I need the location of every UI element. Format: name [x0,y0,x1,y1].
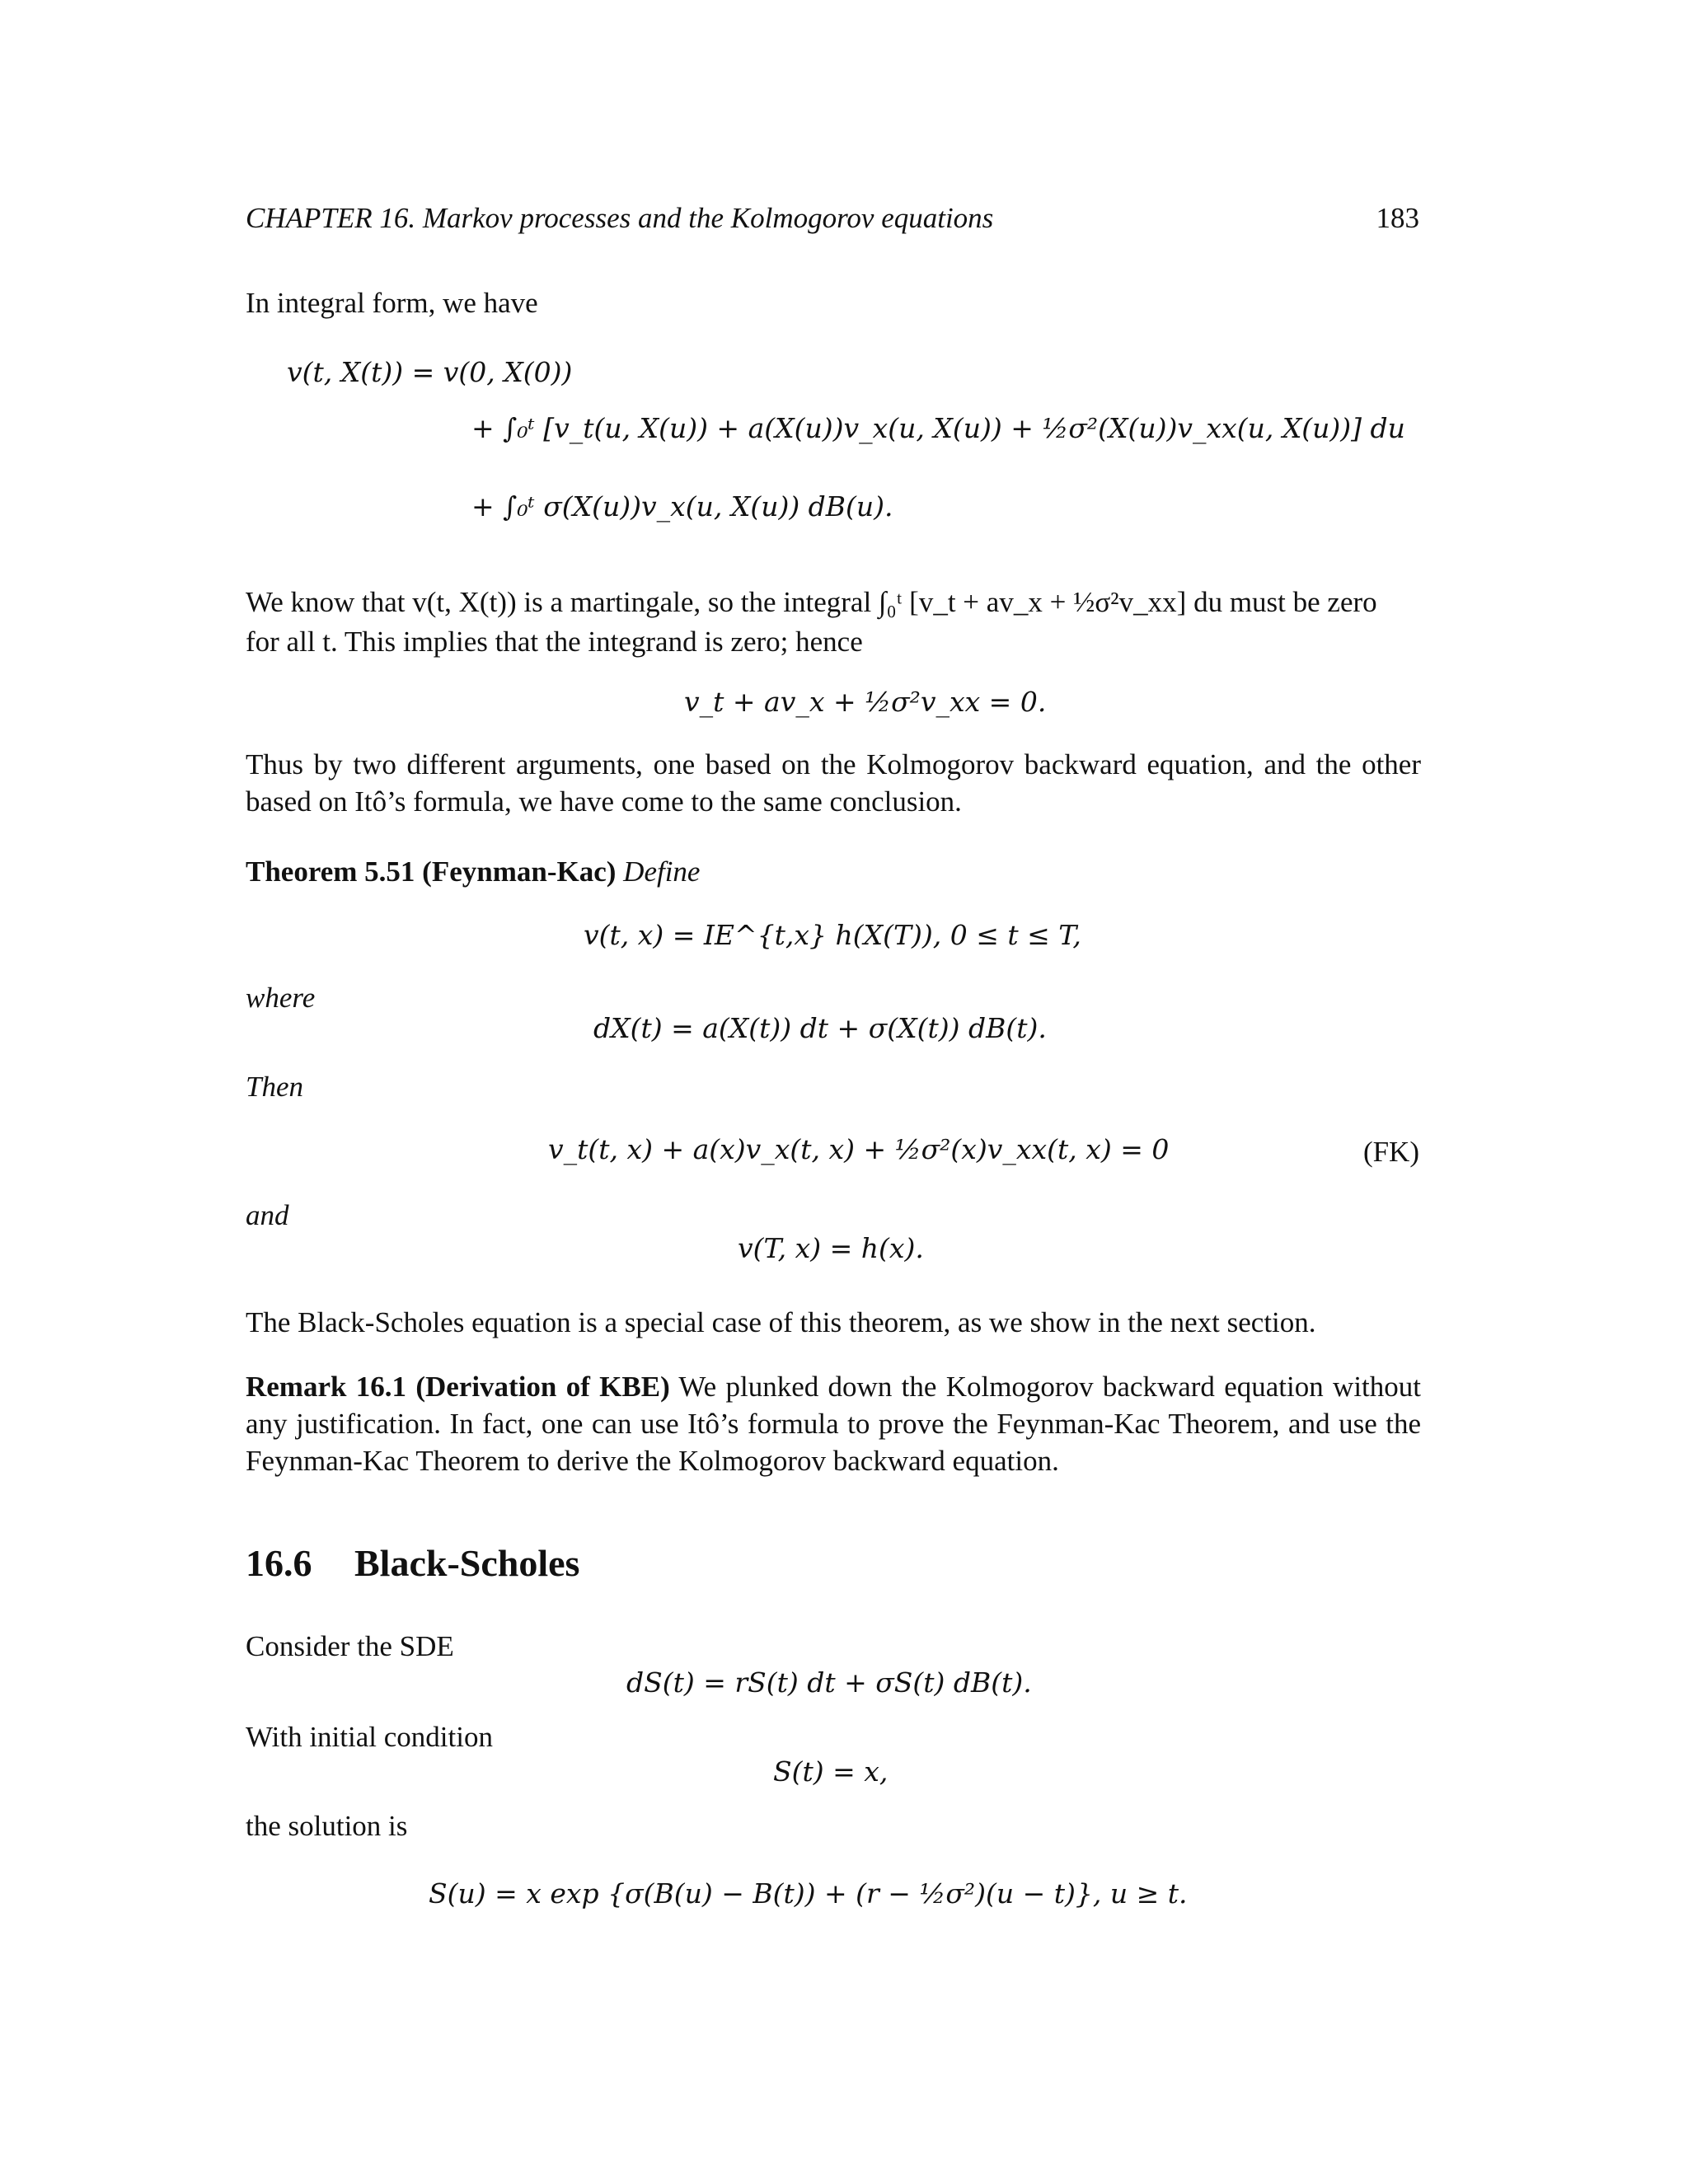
paragraph-martingale-line2: for all t. This implies that the integrand is zero; hence [246,626,863,658]
section-number: 16.6 [246,1542,312,1584]
theorem-label: Theorem 5.51 (Feynman-Kac) [246,855,617,888]
label-where: where [246,982,316,1014]
running-header: CHAPTER 16. Markov processes and the Kolmogorov equations [246,202,994,234]
equation-sde-s: dS(t) = rS(t) dt + σS(t) dB(t). [626,1666,1032,1699]
section-heading [246,1541,579,1585]
theorem-heading [246,853,700,891]
equation-integral-form-line1: v(t, X(t)) = v(0, X(0)) [287,356,573,388]
section-title: Black-Scholes [354,1542,580,1584]
remark-block [246,1368,1421,1479]
equation-integral-form-line3: + ∫₀ᵗ σ(X(u))v_x(u, X(u)) dB(u). [471,490,893,523]
theorem-define: Define [623,855,701,888]
equation-feynman-kac-definition: v(t, x) = IE^{t,x} h(X(T)), 0 ≤ t ≤ T, [584,919,1081,951]
equation-integral-form-line2: + ∫₀ᵗ [v_t(u, X(u)) + a(X(u))v_x(u, X(u)) + ½σ²(X(u))v_xx(u, X(u))] du [471,412,1405,444]
paragraph-solution: the solution is [246,1810,408,1842]
paragraph-initial-condition: With initial condition [246,1721,493,1753]
equation-terminal-condition: v(T, x) = h(x). [738,1232,924,1264]
remark-text: We plunked down the Kolmogorov backward equation without any justification. In fact, one can use Itô’s formula to prove the Feynman-Kac Theorem, and use the Feynman-Kac Theorem to derive the Kolmogorov backward equation. [246,1371,1421,1477]
paragraph-martingale-line1: We know that v(t, X(t)) is a martingale, so the integral ∫₀ᵗ [v_t + av_x + ½σ²v_xx] du must be zero [246,586,1377,618]
page-number: 183 [1376,202,1419,234]
equation-solution: S(u) = x exp {σ(B(u) − B(t)) + (r − ½σ²)(u − t)}, u ≥ t. [429,1877,1188,1910]
paragraph-black-scholes-special-case: The Black-Scholes equation is a special case of this theorem, as we show in the next section. [246,1306,1316,1338]
label-then: Then [246,1071,303,1103]
remark-label: Remark 16.1 (Derivation of KBE) [246,1371,670,1403]
equation-initial-condition: S(t) = x, [773,1755,889,1788]
equation-integrand-zero: v_t + av_x + ½σ²v_xx = 0. [684,686,1047,718]
label-and: and [246,1199,289,1231]
paragraph-thus: Thus by two different arguments, one based on the Kolmogorov backward equation, and the other based on Itô’s formula, we have come to the same conclusion. [246,748,1421,818]
equation-tag-fk: (FK) [1362,1136,1419,1168]
equation-fk: v_t(t, x) + a(x)v_x(t, x) + ½σ²(x)v_xx(t, x) = 0 [548,1133,1170,1165]
equation-sde-x: dX(t) = a(X(t)) dt + σ(X(t)) dB(t). [593,1012,1047,1044]
paragraph-consider: Consider the SDE [246,1630,454,1662]
paragraph-integral-form: In integral form, we have [246,287,538,319]
